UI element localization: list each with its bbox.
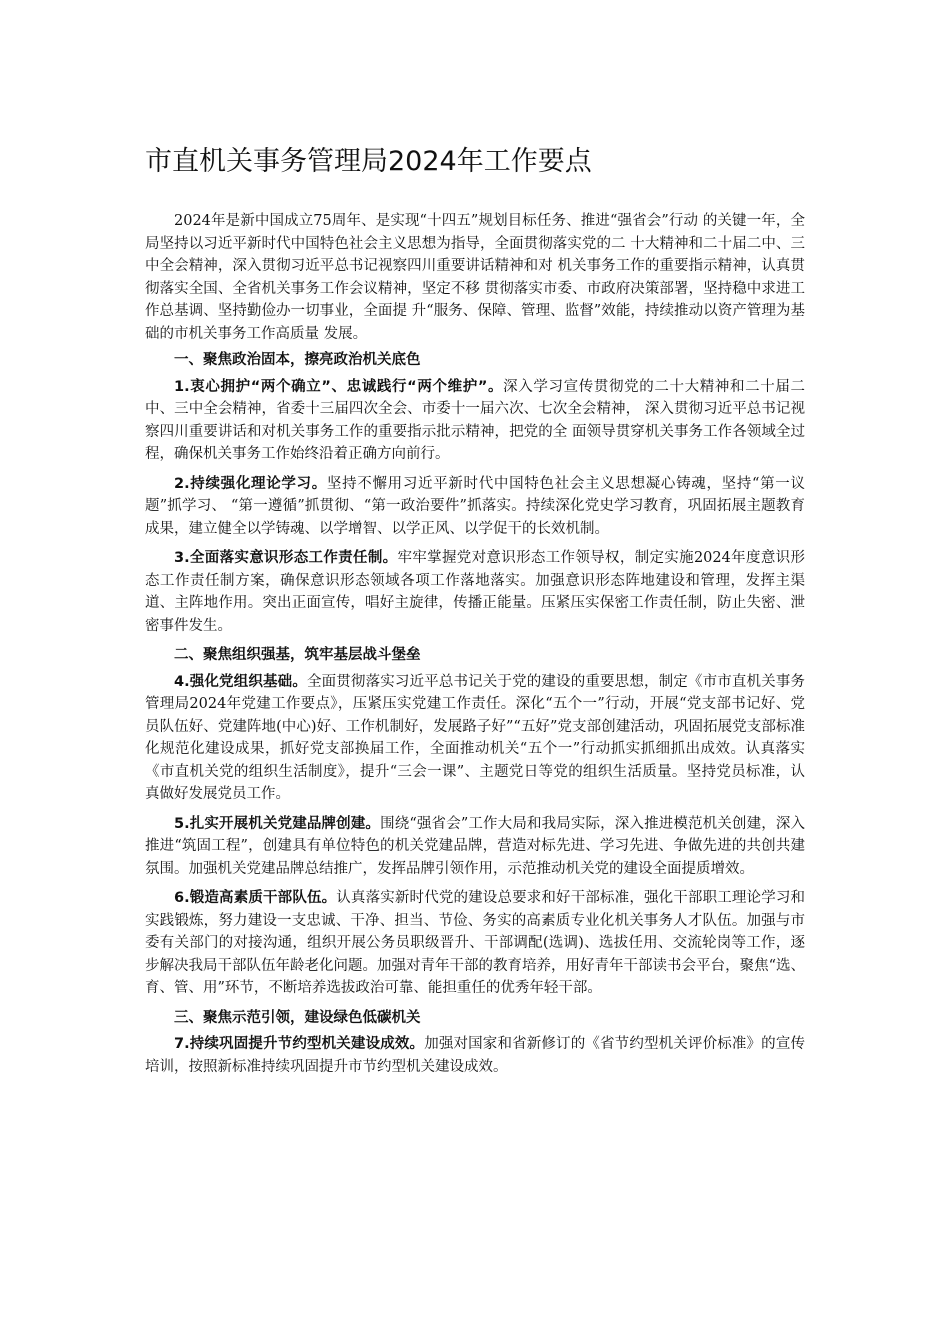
item-body-7: 加强对国家和省新修订的《省节约型机关评价标准》的宣传培训，按照新标准持续巩固提升市节约型机关建设成效。 <box>145 1036 805 1075</box>
item-paragraph-3 <box>145 547 805 637</box>
item-body-1: 深入学习宣传贯彻党的二十大精神和二十届二中、三中全会精神，省委十三届四次全会、市委十一届六次、七次全会精神， 深入贯彻习近平总书记视察四川重要讲话和对机关事务工作的重要指示批示精神，把党的全 面领导贯穿机关事务工作各领域全过程，确保机关事务工作始终沿着正确方向前行。 <box>145 378 805 462</box>
item-body-6: 认真落实新时代党的建设总要求和好干部标准，强化干部职工理论学习和实践锻炼，努力建设一支忠诚、干净、担当、节俭、务实的高素质专业化机关事务人才队伍。加强与市委有关部门的对接沟通，组织开展公务员职级晋升、干部调配(选调)、选拔任用、交流轮岗等工作，逐步解决我局干部队伍年龄老化问题。加强对青年干部的教育培养，用好青年干部读书会平台，聚焦“选、育、管、用”环节，不断培养选拔政治可靠、能担重任的优秀年轻干部。 <box>145 890 805 996</box>
document-title: 市直机关事务管理局2024年工作要点 <box>145 146 592 177</box>
item-body-5: 围绕“强省会”工作大局和我局实际，深入推进模范机关创建，深入推进“筑固工程”，创建具有单位特色的机关党建品牌，营造对标先进、学习先进、争做先进的共创共建氛围。加强机关党建品牌总结推广，发挥品牌引领作用，示范推动机关党的建设全面提质增效。 <box>145 815 805 877</box>
item-paragraph-2 <box>145 473 805 541</box>
item-lead-7: 7.持续巩固提升节约型机关建设成效。 <box>174 1036 425 1052</box>
item-paragraph-1 <box>145 376 805 466</box>
item-lead-3: 3.全面落实意识形态工作责任制。 <box>174 550 398 566</box>
item-body-3: 牢牢掌握党对意识形态工作领导权，制定实施2024年度意识形态工作责任制方案，确保意识形态领域各项工作落地落实。加强意识形态阵地建设和管理，发挥主渠道、主阵地作用。突出正面宣传，唱好主旋律，传播正能量。压紧压实保密工作责任制，防止失密、泄密事件发生。 <box>145 550 805 634</box>
item-paragraph-7 <box>145 1033 805 1078</box>
intro-paragraph: 2024年是新中国成立75周年、是实现“十四五”规划目标任务、推进“强省会”行动 的关键一年，全局坚持以习近平新时代中国特色社会主义思想为指导，全面贯彻落实党的二 十大精神和二十届二中、三中全会精神，深入贯彻习近平总书记视察四川重要讲话精神和对 机关事务工作的重要指示精神，认真贯彻落实全国、全省机关事务工作会议精神，坚定不移 贯彻落实市委、市政府决策部署，坚持稳中求进工作总基调、坚持勤俭办一切事业，全面提 升“服务、保障、管理、监督”效能，持续推动以资产管理为基础的市机关事务工作高质量 发展。 <box>145 213 805 342</box>
item-lead-6: 6.锻造高素质干部队伍。 <box>174 890 337 906</box>
item-paragraph-5 <box>145 813 805 881</box>
section-heading-3: 三、聚焦示范引领，建设绿色低碳机关 <box>174 1009 421 1026</box>
item-body-2: 坚持不懈用习近平新时代中国特色社会主义思想凝心铸魂，坚持“第一议题”抓学习、 “第一遵循”抓贯彻、“第一政治要件”抓落实。持续深化党史学习教育，巩固拓展主题教育成果，建立健全以学铸魂、以学增智、以学正风、以学促干的长效机制。 <box>145 475 805 537</box>
document-page <box>145 140 805 1085</box>
item-lead-1: 1.衷心拥护“两个确立”、忠诚践行“两个维护”。 <box>174 378 504 395</box>
item-paragraph-6 <box>145 887 805 1000</box>
section-heading-1: 一、聚焦政治固本，擦亮政治机关底色 <box>174 352 421 368</box>
item-lead-5: 5.扎实开展机关党建品牌创建。 <box>174 815 381 832</box>
item-body-4: 全面贯彻落实习近平总书记关于党的建设的重要思想，制定《市市直机关事务管理局2024年党建工作要点》，压紧压实党建工作责任。深化“五个一”行动，开展“党支部书记好、党员队伍好、党建阵地(中心)好、工作机制好，发展路子好”“五好”党支部创建活动，巩固拓展党支部标准化规范化建设成果，抓好党支部换届工作，全面推动机关“五个一”行动抓实抓细抓出成效。认真落实《市直机关党的组织生活制度》，提升“三会一课”、主题党日等党的组织生活质量。坚持党员标准，认真做好发展党员工作。 <box>145 673 805 802</box>
item-paragraph-4 <box>145 671 805 806</box>
item-lead-4: 4.强化党组织基础。 <box>174 673 307 690</box>
section-heading-2: 二、聚焦组织强基，筑牢基层战斗堡垒 <box>174 647 421 663</box>
item-lead-2: 2.持续强化理论学习。 <box>174 475 327 492</box>
